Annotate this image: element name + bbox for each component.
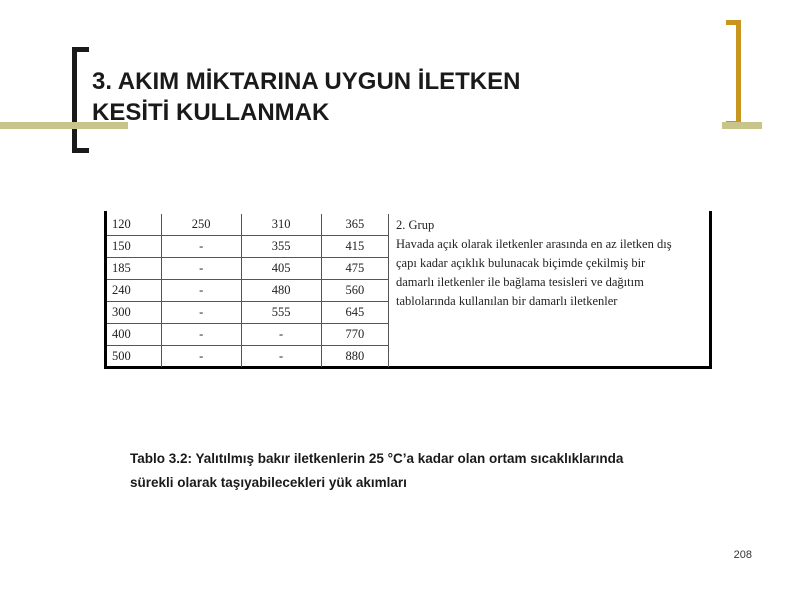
slide-title-line-2: KESİTİ KULLANMAK xyxy=(92,99,330,126)
table-row xyxy=(107,258,389,280)
table-cell: - xyxy=(161,236,241,258)
table-cell: 120 xyxy=(107,214,161,236)
table-cell: - xyxy=(161,258,241,280)
table-row xyxy=(107,280,389,302)
table-cell: - xyxy=(161,280,241,302)
table-cell: 150 xyxy=(107,236,161,258)
table-cell: 560 xyxy=(321,280,388,302)
group-note-line: Havada açık olarak iletkenler arasında en az iletken dış xyxy=(396,237,672,251)
table-cell: 880 xyxy=(321,346,388,368)
table-caption xyxy=(130,447,750,495)
table-cell: 480 xyxy=(241,280,321,302)
group-note-heading: 2. Grup xyxy=(396,218,435,232)
table-cell: 355 xyxy=(241,236,321,258)
table-cell: - xyxy=(241,324,321,346)
table-cell: 240 xyxy=(107,280,161,302)
group-note-line: çapı kadar açıklık bulunacak biçimde çekilmiş bir xyxy=(396,256,646,270)
table-row xyxy=(107,236,389,258)
slide-title-line-1: 3. AKIM MİKTARINA UYGUN İLETKEN xyxy=(92,68,521,95)
group-note-line: tablolarında kullanılan bir damarlı iletkenler xyxy=(396,294,618,308)
table-cell: - xyxy=(161,324,241,346)
table-cell: - xyxy=(161,346,241,368)
table-cell: 310 xyxy=(241,214,321,236)
table-cell: 415 xyxy=(321,236,388,258)
table-cell: 405 xyxy=(241,258,321,280)
table-caption-line-2: sürekli olarak taşıyabilecekleri yük akımları xyxy=(130,475,407,490)
left-bracket-decoration xyxy=(72,47,89,153)
current-table xyxy=(107,214,389,367)
table-row xyxy=(107,302,389,324)
table-caption-line-1: Tablo 3.2: Yalıtılmış bakır iletkenlerin 25 °C’a kadar olan ortam sıcaklıklarında xyxy=(130,451,624,466)
right-bracket-decoration xyxy=(726,20,741,126)
table-row xyxy=(107,346,389,368)
table-cell: 500 xyxy=(107,346,161,368)
table-cell: 365 xyxy=(321,214,388,236)
table-cell: 300 xyxy=(107,302,161,324)
table-cell: - xyxy=(161,302,241,324)
group-note xyxy=(396,216,706,311)
table-cell: 250 xyxy=(161,214,241,236)
table-cell: - xyxy=(241,346,321,368)
table-row xyxy=(107,324,389,346)
table-cell: 475 xyxy=(321,258,388,280)
table-cell: 400 xyxy=(107,324,161,346)
right-accent-bar xyxy=(722,122,762,129)
table-cell: 555 xyxy=(241,302,321,324)
slide-title xyxy=(92,66,652,128)
table-row xyxy=(107,214,389,236)
table-cell: 185 xyxy=(107,258,161,280)
table-cell: 770 xyxy=(321,324,388,346)
page-number: 208 xyxy=(733,549,752,561)
table-cell: 645 xyxy=(321,302,388,324)
group-note-line: damarlı iletkenler ile bağlama tesisleri ve dağıtım xyxy=(396,275,644,289)
